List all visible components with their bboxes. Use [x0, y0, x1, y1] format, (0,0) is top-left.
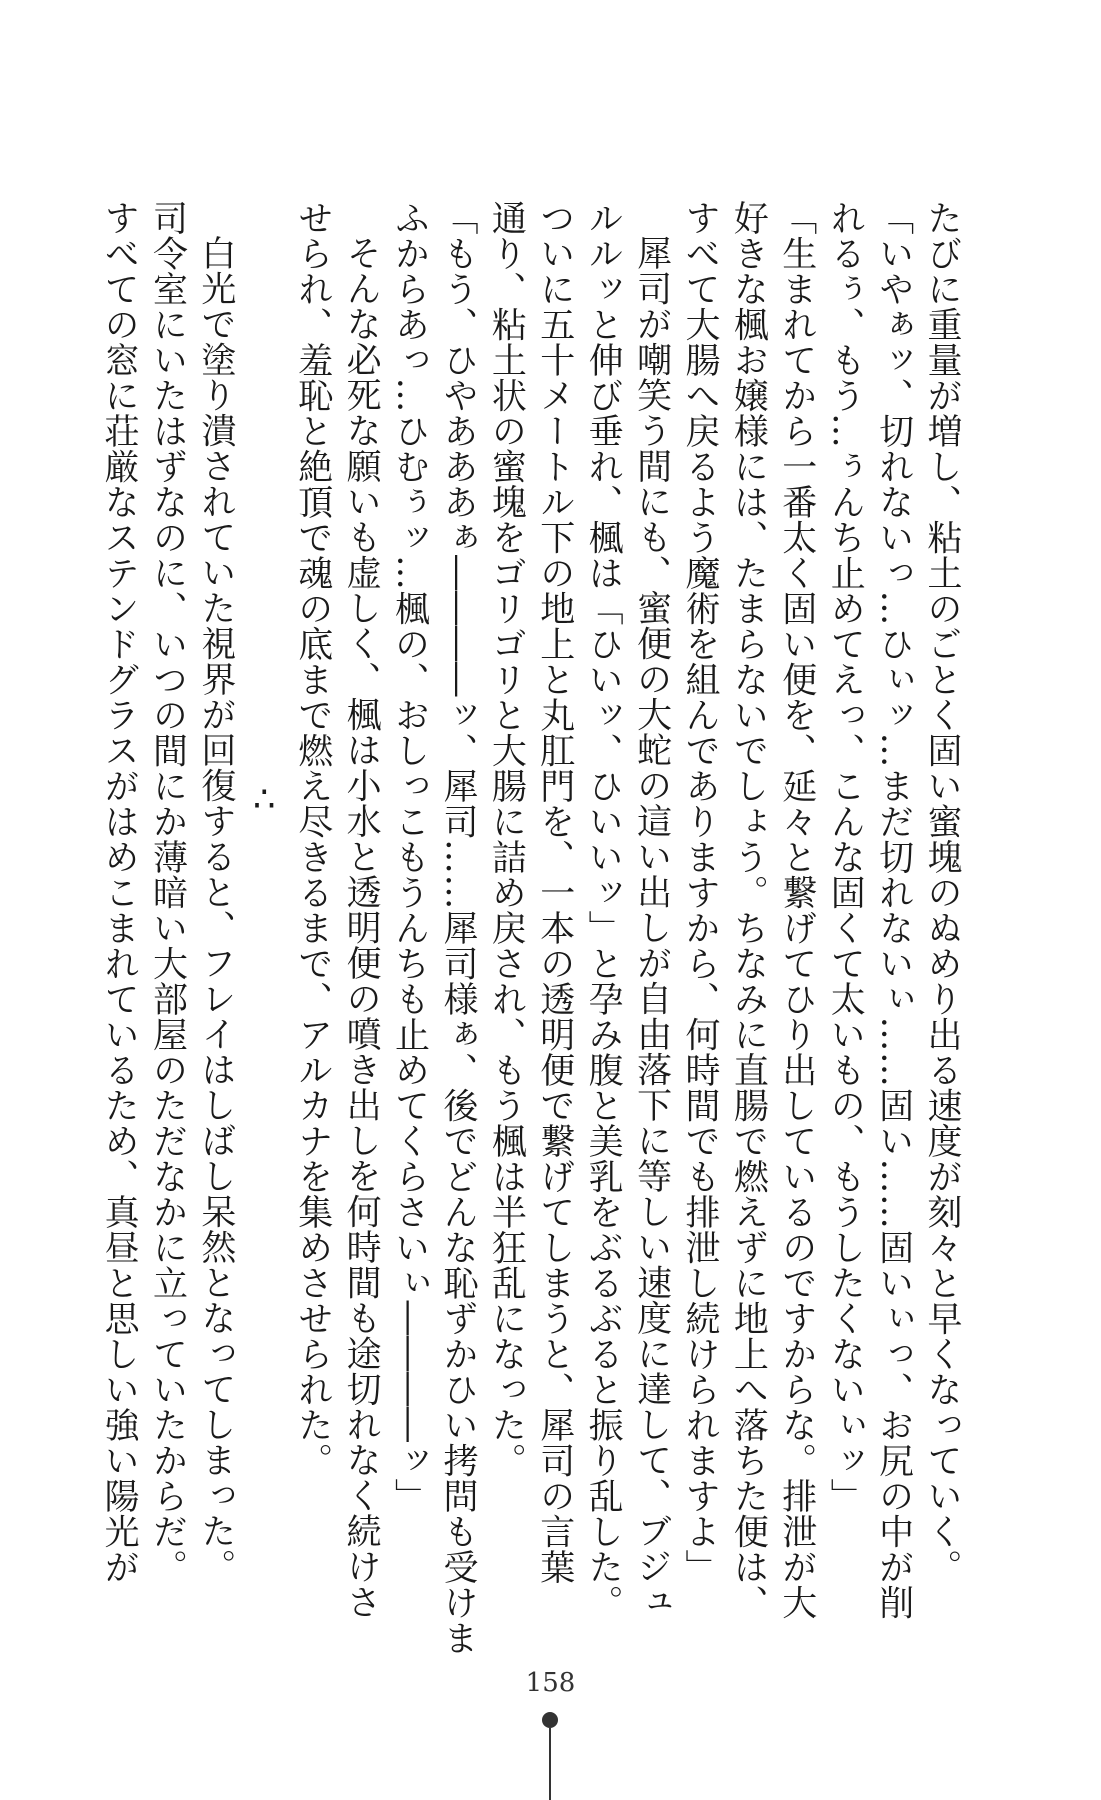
- body-text: [95, 200, 966, 1656]
- text-line: 「いやぁッ、切れないっ…ひぃッ…まだ切れないぃ……固い……固いぃっ、お尻の中が削: [873, 200, 914, 1620]
- text-line: 通り、粘土状の蜜塊をゴリゴリと大腸に詰め戻され、もう楓は半狂乱になった。: [486, 200, 527, 1478]
- page-number: 158: [525, 1668, 576, 1698]
- text-line: すべて大腸へ戻るよう魔術を組んでありますから、何時間でも排泄し続けられますよ」: [679, 200, 720, 1585]
- text-line: ふからあっ…ひむぅッ…楓の、おしっこもうんちも止めてくらさいぃ――――ッ」: [389, 200, 430, 1514]
- page-rule-ornament: [549, 1728, 551, 1800]
- text-line: せられ、羞恥と絶頂で魂の底まで燃え尽きるまで、アルカナを集めさせられた。: [292, 200, 333, 1478]
- text-line: 白光で塗り潰されていた視界が回復すると、フレイはしばし呆然となってしまった。: [195, 235, 236, 1584]
- text-line: 「もう、ひやあああぁ――――ッ、犀司……犀司様ぁ、後でどんな恥ずかひい拷問も受けま: [437, 200, 478, 1656]
- text-line: 犀司が嘲笑う間にも、蜜便の大蛇の這い出しが自由落下に等しい速度に達して、ブジュ: [631, 235, 672, 1620]
- text-line: れるぅ、もう…ぅんち止めてえっ、こんな固くて太いもの、もうしたくないぃッ」: [825, 200, 866, 1514]
- page-dot-ornament: [542, 1712, 558, 1728]
- text-line: すべての窓に荘厳なステンドグラスがはめこまれているため、真昼と思しい強い陽光が: [99, 200, 140, 1585]
- text-line: ルルッと伸び垂れ、楓は「ひいッ、ひいいッ」と孕み腹と美乳をぶるぶると振り乱した。: [583, 200, 624, 1620]
- text-line: ついに五十メートル下の地上と丸肛門を、一本の透明便で繋げてしまうと、犀司の言葉: [534, 200, 575, 1585]
- text-line: そんな必死な願いも虚しく、楓は小水と透明便の噴き出しを何時間も途切れなく続けさ: [341, 235, 382, 1620]
- text-line: たびに重量が増し、粘土のごとく固い蜜塊のぬめり出る速度が刻々と早くなっていく。: [922, 200, 962, 1585]
- text-line: 司令室にいたはずなのに、いつの間にか薄暗い大部屋のただなかに立っていたからだ。: [147, 200, 188, 1585]
- text-line: 好きな楓お嬢様には、たまらないでしょう。ちなみに直腸で燃えずに地上へ落ちた便は、: [728, 200, 769, 1620]
- section-separator: ∴: [244, 780, 285, 820]
- text-line: 「生まれてから一番太く固い便を、延々と繋げてひり出しているのですからな。排泄が大: [776, 200, 817, 1620]
